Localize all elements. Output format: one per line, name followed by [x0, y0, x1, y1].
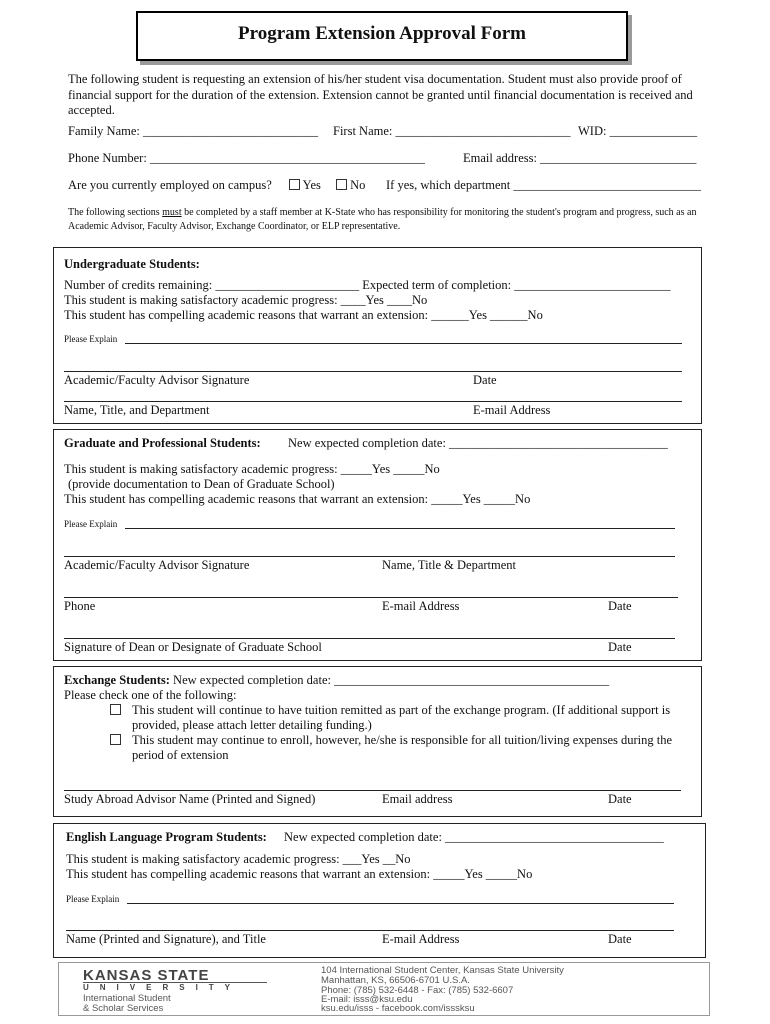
exchange-option-2-checkbox[interactable] [110, 733, 121, 748]
yes-label: Yes [302, 178, 321, 192]
elp-progress-field[interactable]: This student is making satisfactory academic progress: ___Yes __No [66, 852, 411, 866]
elp-heading: English Language Program Students: [66, 830, 267, 844]
ug-explain-label: Please Explain [64, 334, 118, 344]
family-name-field[interactable]: Family Name: ____________________________ [68, 124, 318, 138]
footer-address-2: Manhattan, KS, 66506-6701 U.S.A. [321, 975, 470, 986]
footer-phone: Phone: (785) 532-6448 - Fax: (785) 532-6607 [321, 985, 514, 996]
no-label: No [350, 178, 366, 192]
undergraduate-heading: Undergraduate Students: [64, 257, 200, 271]
grad-compelling-field[interactable]: This student has compelling academic reasons that warrant an extension: _____Yes _____No [64, 492, 531, 506]
grad-dean-line[interactable] [64, 638, 675, 639]
ug-explain-line-2[interactable] [64, 371, 682, 372]
grad-progress-field[interactable]: This student is making satisfactory academic progress: _____Yes _____No [64, 462, 440, 476]
elp-completion-field[interactable]: New expected completion date: ___________________________________ [284, 830, 664, 844]
grad-name-title-label: Name, Title & Department [382, 558, 517, 572]
employed-question: Are you currently employed on campus? [68, 178, 272, 192]
exchange-option-2-line-2: period of extension [132, 748, 229, 762]
grad-phone-label: Phone [64, 599, 96, 613]
ug-compelling-field[interactable]: This student has compelling academic reasons that warrant an extension: ______Yes ______No [64, 308, 543, 322]
grad-dean-date-label: Date [608, 640, 632, 654]
department-field[interactable]: If yes, which department ______________________________ [386, 178, 701, 192]
employed-yes-option[interactable] [289, 178, 321, 193]
grad-date-label: Date [608, 599, 632, 613]
exchange-option-1-line-2: provided, please attach letter detailing funding.) [132, 718, 372, 732]
ug-advisor-signature-label: Academic/Faculty Advisor Signature [64, 373, 250, 387]
exchange-signature-line[interactable] [64, 790, 681, 791]
staff-note-before: The following sections [68, 207, 163, 218]
title-box [136, 11, 628, 61]
exchange-option-1-line-1: This student will continue to have tuition remitted as part of the exchange program. (If additional support is [132, 703, 671, 717]
ug-progress-field[interactable]: This student is making satisfactory academic progress: ____Yes ____No [64, 293, 428, 307]
elp-explain-line-1[interactable] [127, 903, 674, 904]
grad-provide-note: (provide documentation to Dean of Graduate School) [68, 477, 335, 491]
grad-explain-line-1[interactable] [125, 528, 675, 529]
exchange-completion-field[interactable]: New expected completion date: ____________________________________________ [173, 673, 610, 687]
intro-text: The following student is requesting an extension of his/her student visa documentation. Student must also provide proof of financial support for the duration of the extension. Extension cannot be granted until financial documentation is received and accepted. [68, 72, 693, 117]
exchange-option-2-line-1: This student may continue to enroll, however, he/she is responsible for all tuition/living expenses during the [132, 733, 673, 747]
footer-email[interactable]: E-mail: isss@ksu.edu [321, 994, 413, 1005]
email-field[interactable]: Email address: _________________________ [463, 151, 697, 165]
undergraduate-section [53, 247, 702, 424]
exchange-option-1-checkbox[interactable] [110, 703, 121, 718]
elp-email-label: E-mail Address [382, 932, 460, 946]
exchange-heading: Exchange Students: [64, 673, 170, 687]
ug-name-title-label: Name, Title, and Department [64, 403, 210, 417]
grad-phone-line[interactable] [64, 597, 678, 598]
phone-field[interactable]: Phone Number: ____________________________________________ [68, 151, 425, 165]
dept-line-1: International Student [83, 993, 171, 1004]
page-title: Program Extension Approval Form [238, 23, 526, 44]
footer [58, 962, 710, 1016]
grad-completion-field[interactable]: New expected completion date: ___________________________________ [288, 436, 668, 450]
staff-note [68, 206, 708, 234]
yes-checkbox[interactable] [289, 179, 300, 190]
ug-date-label: Date [473, 373, 497, 387]
exchange-check-one: Please check one of the following: [64, 688, 237, 702]
grad-explain-line-2[interactable] [64, 556, 675, 557]
dept-line-2: & Scholar Services [83, 1003, 164, 1014]
graduate-heading: Graduate and Professional Students: [64, 436, 261, 450]
elp-explain-label: Please Explain [66, 894, 120, 904]
credits-remaining-field[interactable]: Number of credits remaining: _______________________ Expected term of completion: _________________________ [64, 278, 671, 292]
elp-date-label: Date [608, 932, 632, 946]
ksu-logo-university: UNIVERSITY [83, 983, 242, 992]
grad-email-label: E-mail Address [382, 599, 460, 613]
staff-note-must: must [162, 207, 182, 218]
grad-advisor-signature-label: Academic/Faculty Advisor Signature [64, 558, 250, 572]
employed-no-option[interactable] [336, 178, 365, 193]
elp-name-label: Name (Printed and Signature), and Title [66, 932, 266, 946]
exchange-header-row [64, 673, 609, 688]
footer-address-1: 104 International Student Center, Kansas State University [321, 965, 564, 976]
ug-email-label: E-mail Address [473, 403, 551, 417]
elp-signature-line[interactable] [66, 930, 674, 931]
wid-field[interactable]: WID: ______________ [578, 124, 698, 138]
staff-note-after: be completed by a staff member at K-State who has responsibility for monitoring the student's program and progress, such as an Academic Advisor, Faculty Advisor, Exchange Coordinator, or ELP representative. [68, 207, 697, 232]
ug-explain-line-1[interactable] [125, 343, 682, 344]
ksu-logo-wordmark: KANSAS STATE [83, 967, 210, 984]
ug-name-line[interactable] [64, 401, 682, 402]
exchange-advisor-label: Study Abroad Advisor Name (Printed and Signed) [64, 792, 316, 806]
first-name-field[interactable]: First Name: ____________________________ [333, 124, 571, 138]
exchange-date-label: Date [608, 792, 632, 806]
footer-web[interactable]: ksu.edu/isss - facebook.com/isssksu [321, 1003, 475, 1014]
grad-dean-signature-label: Signature of Dean or Designate of Graduate School [64, 640, 322, 654]
exchange-email-label: Email address [382, 792, 453, 806]
elp-compelling-field[interactable]: This student has compelling academic reasons that warrant an extension: _____Yes _____No [66, 867, 533, 881]
no-checkbox[interactable] [336, 179, 347, 190]
grad-explain-label: Please Explain [64, 519, 118, 529]
